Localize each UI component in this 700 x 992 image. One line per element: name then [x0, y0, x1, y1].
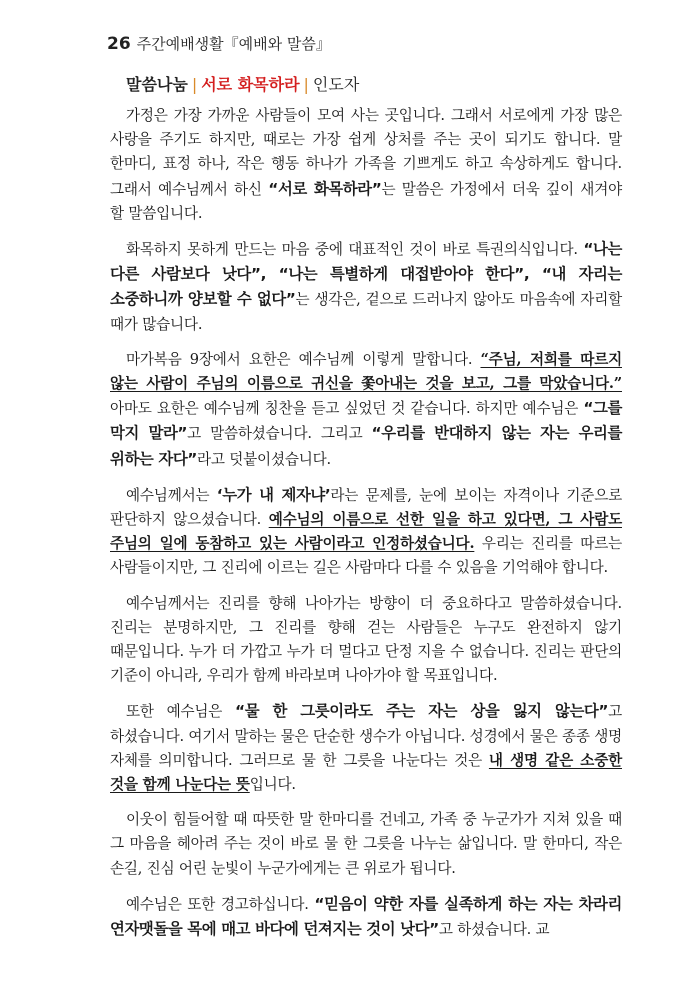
body-text: [110, 104, 622, 953]
separator: |: [303, 75, 309, 94]
underlined-text: 내 생명 같은 소중한 것을 함께 나눈다는 뜻: [110, 751, 622, 794]
text-run: 가정은 가장 가까운 사람들이 모여 사는 곳입니다. 그래서 서로에게 가장 많은 사랑을 주기도 하지만, 때로는 가장 쉽게 상처를 주는 곳이 되기도 합니다. 말 한마디, 표정 하나, 작은 행동 하나가 가족을 기쁘게도 하고 속상하게도 합니다. 그래서 예수님께서 하신: [110, 107, 622, 198]
page-number: 26: [107, 34, 131, 54]
text-run: 고 하셨습니다. 여기서 말하는 물은 단순한 생수가 아닙니다. 성경에서 물은 종종 생명 자체를 의미합니다. 그러므로 물 한 그릇을 나눈다는 것은: [110, 703, 622, 769]
text-run: 예수님은 또한 경고하십니다.: [126, 895, 315, 913]
paragraph: [110, 699, 622, 797]
paragraph: [110, 892, 622, 942]
text-run: 마가복음 9장에서 요한은 예수님께 이렇게 말합니다.: [126, 350, 481, 368]
running-header: [107, 33, 331, 54]
paragraph: [110, 104, 622, 226]
underlined-text: 예수님의 이름으로 선한 일을 하고 있다면, 그 사람도 주님의 일에 동참하고 있는 사람이라고 인정하셨습니다.: [110, 511, 622, 553]
paragraph: [110, 592, 622, 689]
emphasis-quote: “물 한 그릇이라도 주는 자는 상을 잃지 않는다”: [235, 702, 609, 721]
text-run: 라는 문제를, 눈에 보이는 자격이나 기준으로 판단하지 않으셨습니다.: [110, 486, 622, 529]
text-run: 예수님께서는: [126, 486, 217, 504]
section-label: 말씀나눔: [126, 75, 188, 94]
emphasis-quote: “나는 다른 사람보다 낫다”, “나는 특별하게 대접받아야 한다”, “내 자리는 소중하니까 양보할 수 없다”: [110, 240, 622, 309]
emphasis-quote: “서로 화목하라”: [268, 179, 382, 198]
underlined-text: “주님, 저희를 따르지 않는 사람이 주님의 이름으로 귀신을 쫓아내는 것을 보고, 그를 막았습니다.”: [110, 350, 622, 393]
separator: |: [191, 75, 198, 94]
paragraph: [110, 483, 622, 581]
text-run: 는 말씀은 가정에서 더욱 깊이 새겨야 할 말씀입니다.: [110, 180, 623, 222]
text-run: 라고 덧붙이셨습니다.: [197, 450, 331, 468]
emphasis-quote: “그를 막지 말라”: [110, 399, 622, 443]
paragraph: [110, 237, 622, 337]
paragraph: [110, 348, 622, 472]
text-run: 고 말씀하셨습니다. 그리고: [187, 425, 372, 443]
text-run: 입니다.: [249, 776, 296, 794]
paragraph: [110, 808, 622, 881]
section-leader: 인도자: [312, 75, 360, 94]
emphasis-quote: “우리를 반대하지 않는 자는 우리를 위하는 자다”: [110, 424, 622, 468]
section-heading: [126, 72, 359, 95]
publication-title: 주간예배생활『예배와 말씀』: [136, 35, 331, 53]
emphasis-quote: ‘누가 내 제자냐’: [216, 485, 331, 504]
text-run: 또한 예수님은: [126, 703, 235, 721]
section-title: 서로 화목하라: [201, 75, 300, 94]
text-run: 이웃이 힘들어할 때 따뜻한 말 한마디를 건네고, 가족 중 누군가가 지쳐 있을 때 그 마음을 헤아려 주는 것이 바로 물 한 그릇을 나누는 삶입니다. 말 한마디, 작은 손길, 진심 어린 눈빛이 누군가에게는 큰 위로가 됩니다.: [110, 811, 622, 877]
text-run: 는 생각은, 겉으로 드러나지 않아도 마음속에 자리할 때가 많습니다.: [110, 291, 622, 333]
text-run: 고 하셨습니다. 교: [438, 921, 550, 939]
text-run: 아마도 요한은 예수님께 칭찬을 듣고 싶었던 것 같습니다. 하지만 예수님은: [110, 400, 584, 418]
text-run: 화목하지 못하게 만드는 마음 중에 대표적인 것이 바로 특권의식입니다.: [126, 241, 584, 259]
text-run: 예수님께서는 진리를 향해 나아가는 방향이 더 중요하다고 말씀하셨습니다. 진리는 분명하지만, 그 진리를 향해 걷는 사람들은 누구도 완전하지 않기 때문입니다. 누가 더 가깝고 누가 더 멀다고 단정 지을 수 없습니다. 진리는 판단의 기준이 아니라, 우리가 함께 바라보며 나아가야 할 목표입니다.: [110, 594, 622, 685]
text-run: 우리는 진리를 따르는 사람들이지만, 그 진리에 이르는 길은 사람마다 다를 수 있음을 기억해야 합니다.: [110, 535, 622, 577]
emphasis-quote: “믿음이 약한 자를 실족하게 하는 자는 차라리 연자맷돌을 목에 매고 바다에 던져지는 것이 낫다”: [110, 894, 622, 939]
